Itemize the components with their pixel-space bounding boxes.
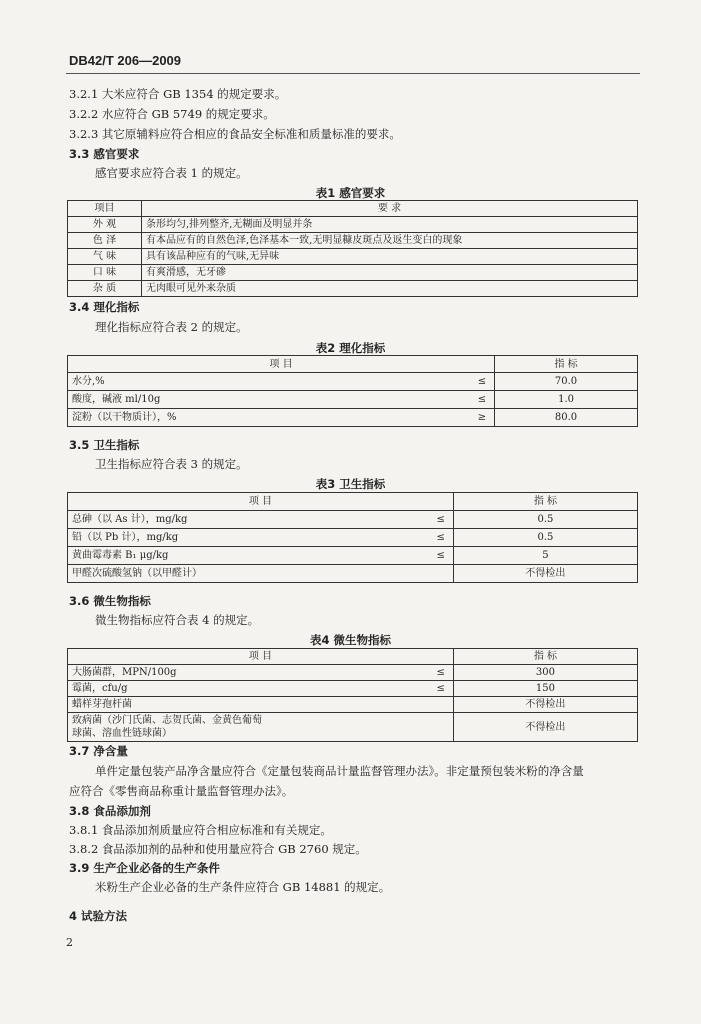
table-cell: 0.5 bbox=[453, 529, 637, 547]
pathogen-label-line2: 球菌、溶血性链球菌） bbox=[72, 728, 172, 739]
table-cell: 具有该品种应有的气味,无异味 bbox=[142, 249, 638, 265]
header-rule bbox=[66, 73, 640, 74]
heading-3-8: 3.8 食品添加剂 bbox=[69, 804, 151, 818]
table-cell: 150 bbox=[453, 681, 637, 697]
table-cell: 无肉眼可见外来杂质 bbox=[142, 281, 638, 297]
table-row bbox=[68, 409, 638, 427]
table-header-cell: 指 标 bbox=[453, 649, 637, 665]
table-cell: ≤ bbox=[226, 665, 453, 681]
table-cell: 口 味 bbox=[68, 265, 142, 281]
table-row bbox=[68, 697, 638, 713]
para-3-5: 卫生指标应符合表 3 的规定。 bbox=[95, 457, 248, 471]
table-cell: 气 味 bbox=[68, 249, 142, 265]
table3-caption: 表3 卫生指标 bbox=[315, 477, 386, 491]
table-header-cell: 项 目 bbox=[68, 493, 454, 511]
table-cell: 0.5 bbox=[453, 511, 637, 529]
table-cell bbox=[226, 565, 453, 583]
table-cell: 大肠菌群，MPN/100g bbox=[68, 665, 227, 681]
table-row bbox=[68, 681, 638, 697]
page-number: 2 bbox=[66, 936, 73, 949]
clause-3-2-1: 3.2.1 大米应符合 GB 1354 的规定要求。 bbox=[69, 87, 287, 101]
table-cell: 80.0 bbox=[495, 409, 638, 427]
table-cell: 条形均匀,排列整齐,无糊面及明显并条 bbox=[142, 217, 638, 233]
table-row bbox=[68, 281, 638, 297]
para-3-6: 微生物指标应符合表 4 的规定。 bbox=[95, 613, 260, 627]
table-cell: 蜡样芽孢杆菌 bbox=[68, 697, 227, 713]
table-cell: ≤ bbox=[226, 391, 495, 409]
table-row bbox=[68, 217, 638, 233]
para-3-7-line2: 应符合《零售商品称重计量监督管理办法》。 bbox=[69, 784, 294, 798]
table-row bbox=[68, 201, 638, 217]
table-hygiene bbox=[67, 492, 638, 583]
table4-caption: 表4 微生物指标 bbox=[309, 633, 391, 647]
table-header-cell: 项目 bbox=[68, 201, 142, 217]
para-3-3: 感官要求应符合表 1 的规定。 bbox=[95, 166, 248, 180]
para-3-4: 理化指标应符合表 2 的规定。 bbox=[95, 320, 248, 334]
table-row bbox=[68, 391, 638, 409]
table-cell: 铅（以 Pb 计），mg/kg bbox=[68, 529, 227, 547]
table2-caption: 表2 理化指标 bbox=[315, 341, 386, 355]
heading-4: 4 试验方法 bbox=[69, 909, 128, 923]
table-row bbox=[68, 547, 638, 565]
clause-3-2-2: 3.2.2 水应符合 GB 5749 的规定要求。 bbox=[69, 107, 275, 121]
table-cell: 不得检出 bbox=[453, 565, 637, 583]
table-cell: ≤ bbox=[226, 547, 453, 565]
table-row bbox=[68, 665, 638, 681]
table-row bbox=[68, 713, 638, 742]
table-row bbox=[68, 565, 638, 583]
pathogen-label-line1: 致病菌（沙门氏菌、志贺氏菌、金黄色葡萄 bbox=[72, 715, 262, 726]
table-row bbox=[68, 233, 638, 249]
para-3-7-line1: 单件定量包装产品净含量应符合《定量包装商品计量监督管理办法》。非定量预包装米粉的净含量 bbox=[95, 764, 584, 778]
table-cell: 杂 质 bbox=[68, 281, 142, 297]
table-cell: 有爽滑感，无牙碜 bbox=[142, 265, 638, 281]
table-cell: ≤ bbox=[226, 681, 453, 697]
table-cell: 甲醛次硫酸氢钠（以甲醛计） bbox=[68, 565, 227, 583]
table-cell: ≤ bbox=[226, 373, 495, 391]
table-row bbox=[68, 356, 638, 373]
table-cell: 5 bbox=[453, 547, 637, 565]
table-row bbox=[68, 649, 638, 665]
table-cell: 300 bbox=[453, 665, 637, 681]
heading-3-3: 3.3 感官要求 bbox=[69, 147, 140, 161]
table-cell: 有本品应有的自然色泽,色泽基本一致,无明显糠皮斑点及返生变白的现象 bbox=[142, 233, 638, 249]
table-header-cell: 项 目 bbox=[68, 649, 454, 665]
table-cell: 霉菌，cfu/g bbox=[68, 681, 227, 697]
table-cell: 黄曲霉毒素 B₁ μg/kg bbox=[68, 547, 227, 565]
table-sensory bbox=[67, 200, 638, 297]
heading-3-7: 3.7 净含量 bbox=[69, 744, 128, 758]
table-cell: 色 泽 bbox=[68, 233, 142, 249]
table-cell: ≤ bbox=[226, 529, 453, 547]
clause-3-8-2: 3.8.2 食品添加剂的品种和使用量应符合 GB 2760 规定。 bbox=[69, 842, 367, 856]
table1-caption: 表1 感官要求 bbox=[315, 186, 386, 200]
table-row bbox=[68, 493, 638, 511]
table-header-cell: 指 标 bbox=[453, 493, 637, 511]
heading-3-6: 3.6 微生物指标 bbox=[69, 594, 151, 608]
table-row bbox=[68, 511, 638, 529]
table-cell: 淀粉（以干物质计），% bbox=[68, 409, 227, 427]
table-header-cell: 项 目 bbox=[68, 356, 495, 373]
table-cell: 不得检出 bbox=[453, 697, 637, 713]
table-row bbox=[68, 249, 638, 265]
clause-3-8-1: 3.8.1 食品添加剂质量应符合相应标准和有关规定。 bbox=[69, 823, 332, 837]
table-cell: ≥ bbox=[226, 409, 495, 427]
table-row bbox=[68, 265, 638, 281]
heading-3-5: 3.5 卫生指标 bbox=[69, 438, 140, 452]
table-cell: 70.0 bbox=[495, 373, 638, 391]
table-cell bbox=[68, 713, 454, 742]
table-cell: 水分,% bbox=[68, 373, 227, 391]
table-cell: 外 观 bbox=[68, 217, 142, 233]
table-cell: 1.0 bbox=[495, 391, 638, 409]
heading-3-4: 3.4 理化指标 bbox=[69, 300, 140, 314]
table-physicochemical bbox=[67, 355, 638, 427]
clause-3-2-3: 3.2.3 其它原辅料应符合相应的食品安全标准和质量标准的要求。 bbox=[69, 127, 401, 141]
table-cell: 酸度，碱液 ml/10g bbox=[68, 391, 227, 409]
table-header-cell: 指 标 bbox=[495, 356, 638, 373]
table-cell: ≤ bbox=[226, 511, 453, 529]
table-cell: 总砷（以 As 计），mg/kg bbox=[68, 511, 227, 529]
table-header-cell: 要 求 bbox=[142, 201, 638, 217]
para-3-9: 米粉生产企业必备的生产条件应符合 GB 14881 的规定。 bbox=[95, 880, 391, 894]
table-cell: 不得检出 bbox=[453, 713, 637, 742]
table-cell bbox=[226, 697, 453, 713]
heading-3-9: 3.9 生产企业必备的生产条件 bbox=[69, 861, 220, 875]
table-microbiological bbox=[67, 648, 638, 742]
table-row bbox=[68, 529, 638, 547]
standard-code: DB42/T 206—2009 bbox=[69, 53, 182, 68]
table-row bbox=[68, 373, 638, 391]
